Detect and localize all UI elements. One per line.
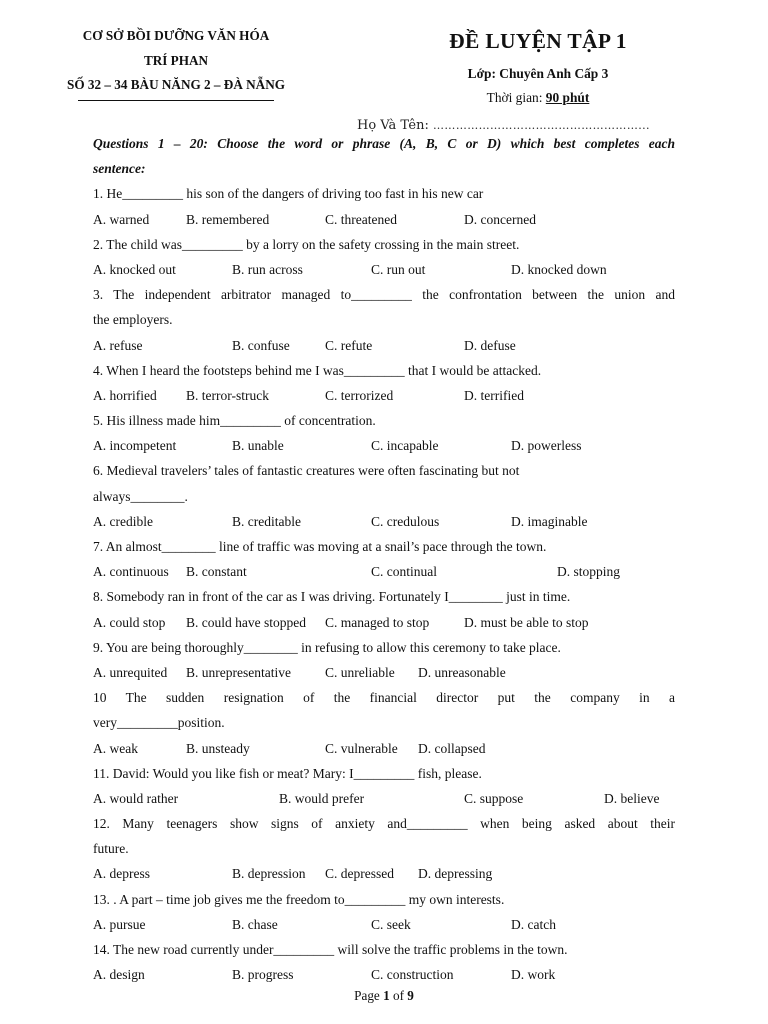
option-b: B. creditable — [232, 513, 301, 529]
option-d: D. must be able to stop — [464, 614, 589, 630]
question-13-stem: 13. . A part – time job gives me the freedom to_________ my own interests. — [93, 891, 505, 907]
question-6-options — [93, 509, 675, 534]
option-a: A. warned — [93, 211, 150, 227]
page-prefix: Page — [354, 988, 384, 1003]
option-d: D. concerned — [464, 211, 536, 227]
option-d: D. unreasonable — [418, 664, 506, 680]
option-c: C. refute — [325, 337, 373, 353]
school-address: SỐ 32 – 34 BÀU NĂNG 2 – ĐÀ NẴNG — [67, 77, 285, 92]
question-11-stem: 11. David: Would you like fish or meat? Mary: I_________ fish, please. — [93, 765, 482, 781]
question-12-stem: future. — [93, 841, 129, 857]
page-of: of — [389, 988, 408, 1003]
option-d: D. collapsed — [418, 740, 486, 756]
option-c: C. threatened — [325, 211, 397, 227]
option-b: B. unable — [232, 438, 284, 454]
question-3-stem: the employers. — [93, 312, 173, 328]
question-11-options — [93, 786, 675, 811]
question-14-options — [93, 962, 675, 987]
question-10-stem: 10 The sudden resignation of the financial director put the company in a — [93, 690, 675, 706]
option-b: B. progress — [232, 967, 294, 983]
question-list — [93, 131, 675, 987]
option-b: B. terror-struck — [186, 387, 269, 403]
option-d: D. believe — [604, 790, 660, 806]
option-b: B. unsteady — [186, 740, 250, 756]
option-c: C. run out — [371, 261, 426, 277]
school-header — [38, 24, 314, 101]
option-d: D. work — [511, 967, 556, 983]
school-name: CƠ SỞ BỒI DƯỠNG VĂN HÓA — [82, 28, 270, 43]
option-a: A. refuse — [93, 337, 143, 353]
question-8-stem: 8. Somebody ran in front of the car as I was driving. Fortunately I________ just in time. — [93, 589, 571, 605]
name-dots: ………………………………………………... — [433, 119, 650, 132]
question-3-stem: 3. The independent arbitrator managed to_________ the confrontation between the union and — [93, 287, 675, 303]
option-b: B. unrepresentative — [186, 664, 291, 680]
question-6-stem: 6. Medieval travelers’ tales of fantastic creatures were often fascinating but not — [93, 463, 520, 479]
option-b: B. constant — [186, 564, 247, 580]
question-13-options — [93, 912, 675, 937]
question-7-options — [93, 559, 675, 584]
option-a: A. design — [93, 967, 145, 983]
name-label: Họ Và Tên: — [357, 118, 429, 133]
question-4-stem: 4. When I heard the footsteps behind me I was_________ that I would be attacked. — [93, 362, 542, 378]
option-a: A. pursue — [93, 916, 146, 932]
option-d: D. depressing — [418, 866, 493, 882]
option-d: D. defuse — [464, 337, 516, 353]
option-b: B. would prefer — [279, 790, 365, 806]
option-c: C. continual — [371, 564, 437, 580]
option-b: B. depression — [232, 866, 306, 882]
question-1-options — [93, 207, 675, 232]
option-c: C. seek — [371, 916, 411, 932]
option-b: B. chase — [232, 916, 278, 932]
option-c: C. unreliable — [325, 664, 395, 680]
time-value: 90 phút — [545, 90, 590, 105]
exam-header — [400, 24, 676, 110]
question-8-options — [93, 610, 675, 635]
option-a: A. credible — [93, 513, 153, 529]
option-a: A. incompetent — [93, 438, 177, 454]
option-c: C. depressed — [325, 866, 394, 882]
page-number: 1 — [383, 988, 390, 1003]
option-b: B. run across — [232, 261, 303, 277]
option-a: A. knocked out — [93, 261, 176, 277]
option-a: A. horrified — [93, 387, 157, 403]
instruction-continued: sentence: — [93, 161, 146, 177]
exam-class: Lớp: Chuyên Anh Cấp 3 — [467, 66, 609, 81]
option-b: B. remembered — [186, 211, 270, 227]
option-d: D. knocked down — [511, 261, 607, 277]
question-10-stem: very_________position. — [93, 715, 225, 731]
page-total: 9 — [407, 988, 414, 1003]
option-b: B. could have stopped — [186, 614, 306, 630]
option-c: C. terrorized — [325, 387, 394, 403]
question-2-stem: 2. The child was_________ by a lorry on the safety crossing in the main street. — [93, 236, 520, 252]
option-d: D. terrified — [464, 387, 524, 403]
question-12-options — [93, 861, 675, 886]
question-3-options — [93, 333, 675, 358]
option-a: A. could stop — [93, 614, 166, 630]
question-14-stem: 14. The new road currently under_________ will solve the traffic problems in the town. — [93, 942, 568, 957]
option-d: D. stopping — [557, 564, 621, 580]
option-c: C. credulous — [371, 513, 440, 529]
option-d: D. powerless — [511, 438, 582, 454]
question-10-options — [93, 736, 675, 761]
option-c: C. vulnerable — [325, 740, 398, 756]
question-5-options — [93, 433, 675, 458]
question-6-stem: always________. — [93, 488, 188, 504]
option-a: A. would rather — [93, 790, 179, 806]
option-d: D. imaginable — [511, 513, 588, 529]
question-9-stem: 9. You are being thoroughly________ in refusing to allow this ceremony to take place. — [93, 639, 561, 655]
option-d: D. catch — [511, 916, 556, 932]
school-branch: TRÍ PHAN — [143, 52, 209, 68]
header-rule — [78, 100, 274, 101]
option-a: A. depress — [93, 866, 150, 882]
option-a: A. unrequited — [93, 664, 168, 680]
exam-title: ĐỀ LUYỆN TẬP 1 — [449, 29, 627, 53]
time-label: Thời gian: — [486, 90, 546, 105]
option-b: B. confuse — [232, 337, 290, 353]
question-2-options — [93, 257, 675, 282]
exam-time — [400, 86, 676, 110]
question-7-stem: 7. An almost________ line of traffic was moving at a snail’s pace through the town. — [93, 539, 547, 554]
option-c: C. incapable — [371, 438, 439, 454]
question-1-stem: 1. He_________ his son of the dangers of driving too fast in his new car — [93, 186, 484, 202]
question-4-options — [93, 383, 675, 408]
option-c: C. suppose — [464, 790, 524, 806]
page-footer — [0, 988, 768, 1004]
instruction: Questions 1 – 20: Choose the word or phrase (A, B, C or D) which best completes each — [93, 136, 675, 151]
question-5-stem: 5. His illness made him_________ of concentration. — [93, 413, 376, 429]
option-a: A. weak — [93, 740, 138, 756]
question-9-options — [93, 660, 675, 685]
question-12-stem: 12. Many teenagers show signs of anxiety and_________ when being asked about their — [93, 816, 675, 832]
option-a: A. continuous — [93, 564, 169, 580]
option-c: C. managed to stop — [325, 614, 430, 630]
option-c: C. construction — [371, 967, 454, 983]
